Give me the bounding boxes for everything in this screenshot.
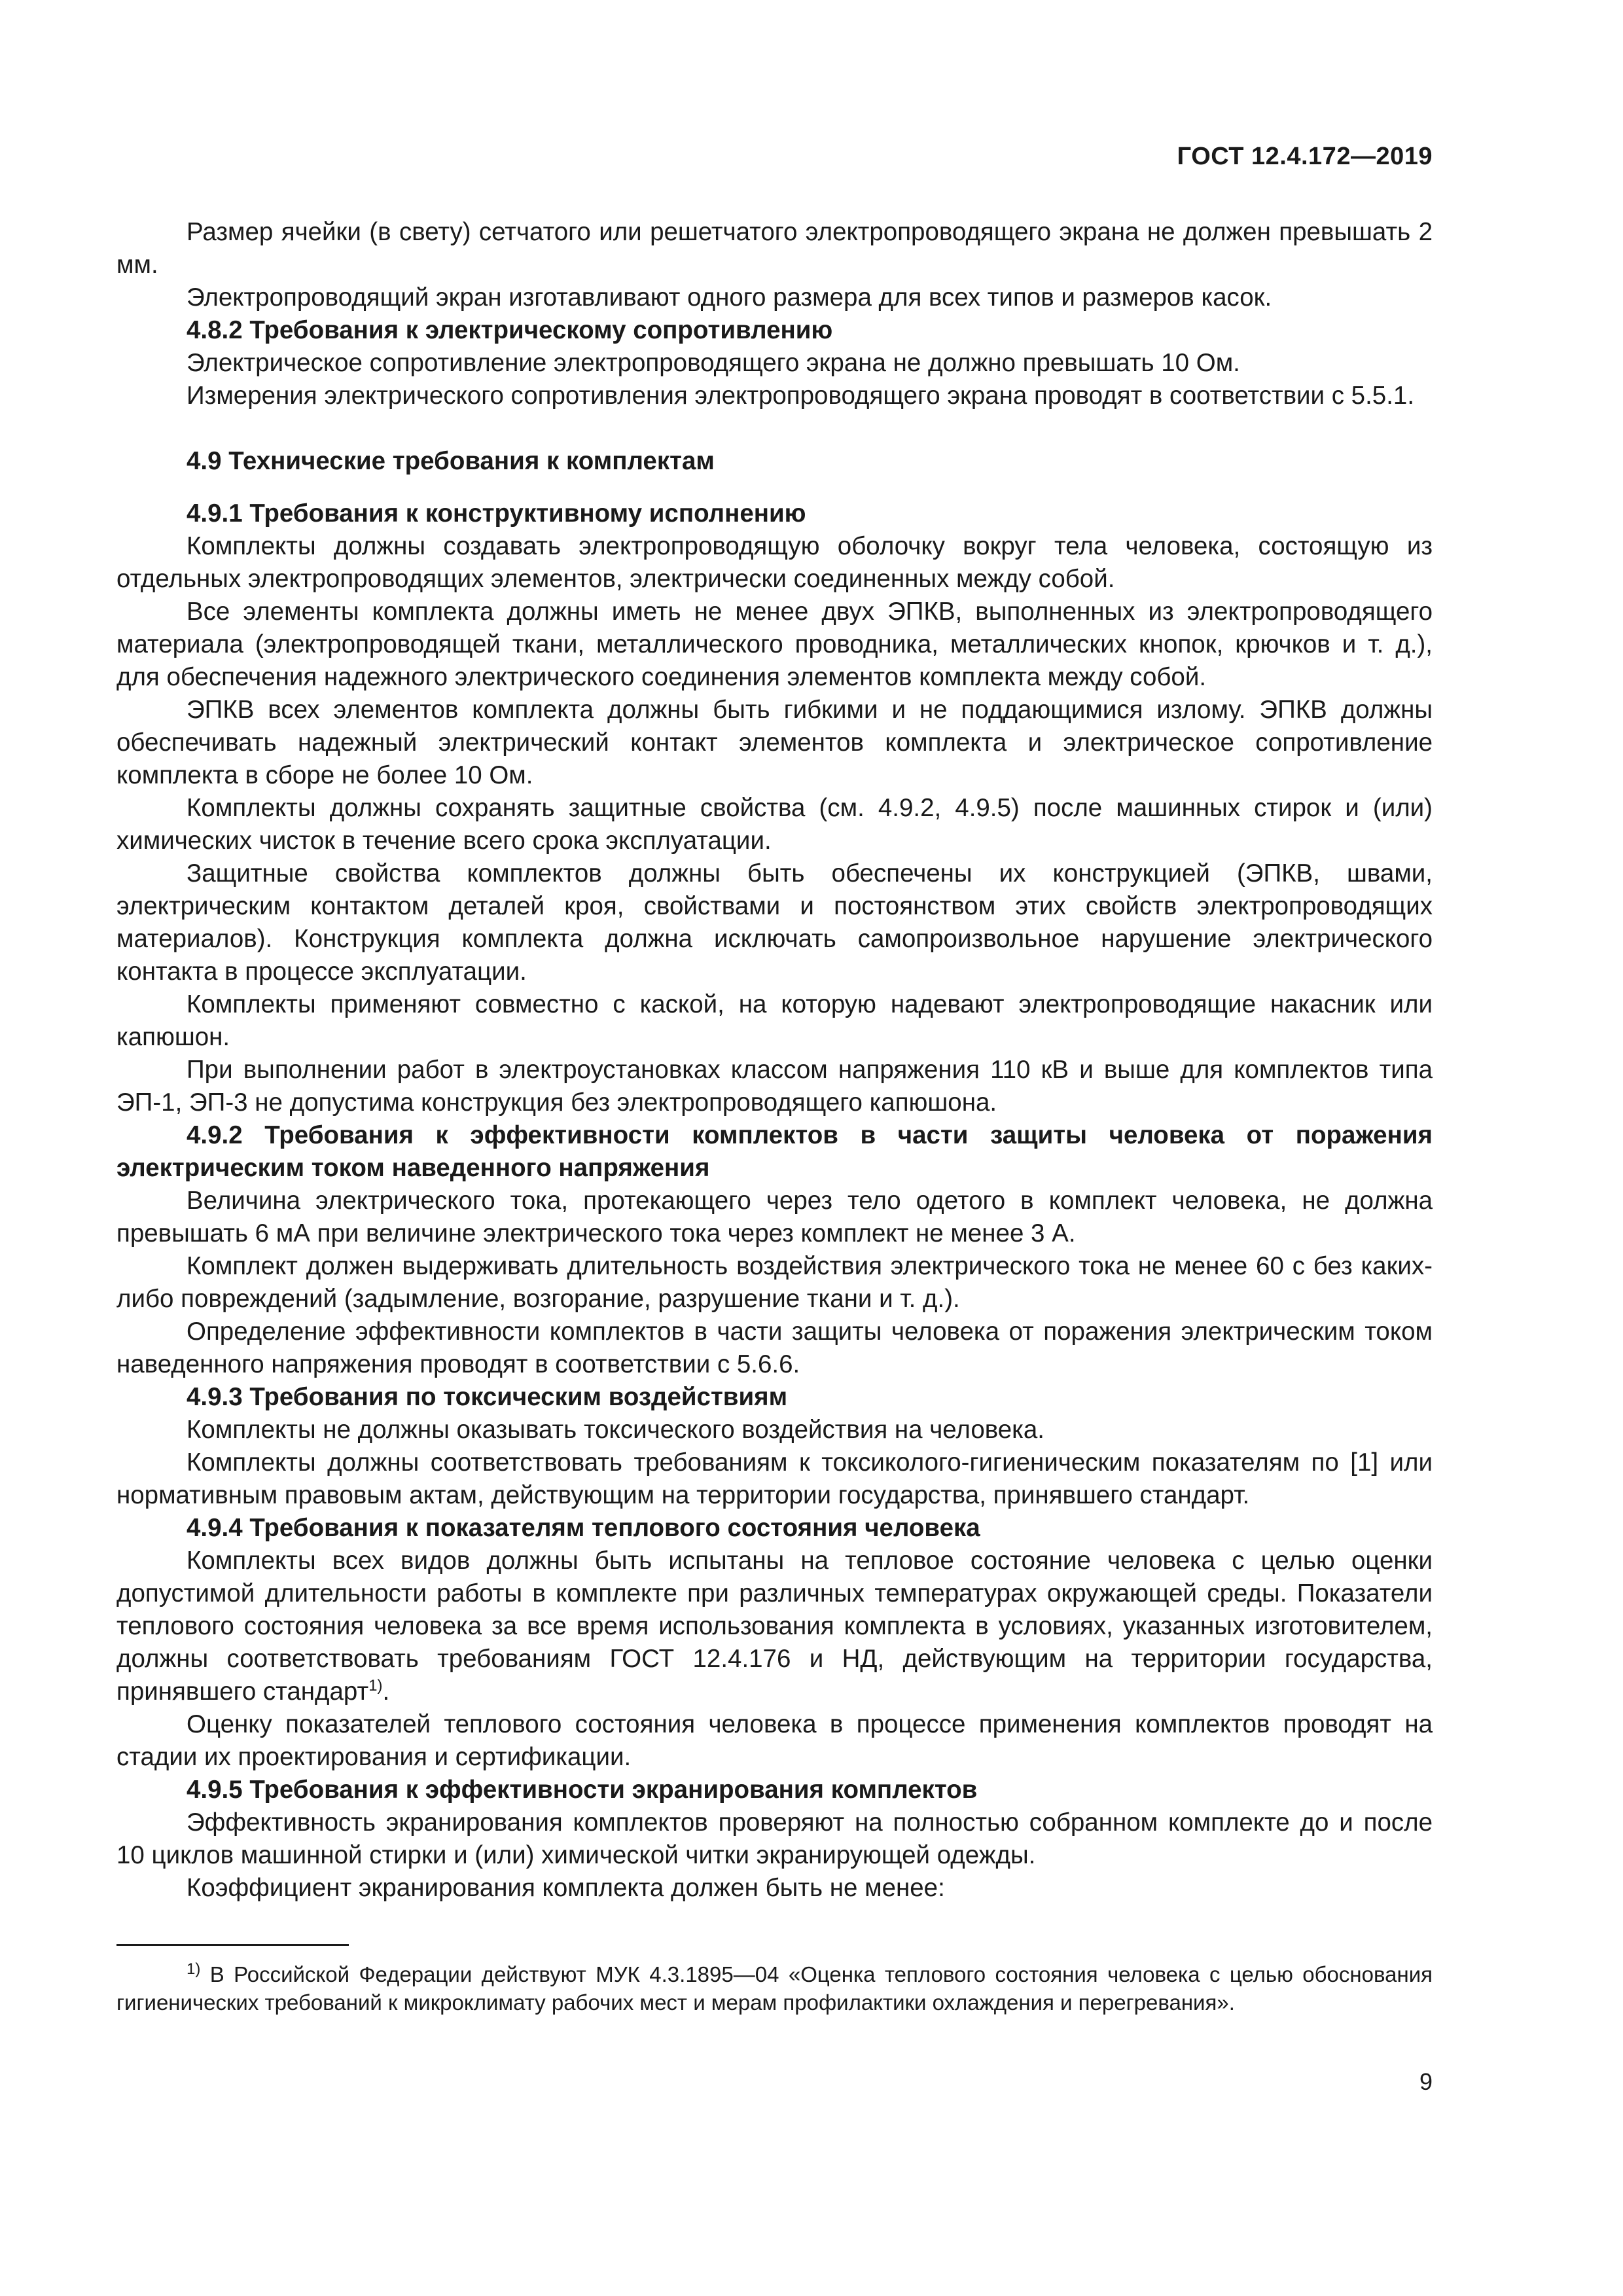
footnote-reference[interactable]: 1) <box>368 1677 383 1695</box>
paragraph: Эффективность экранирования комплектов проверяют на полностью собранном комплекте до и после 10 циклов машинной стирки и (или) химической читки экранирующей одежды. <box>116 1808 1433 1869</box>
footnote-text: В Российской Федерации действуют МУК 4.3.1895—04 «Оценка теплового состояния человека с целью обоснования гигиенических требований к микроклимату рабочих мест и мерам профилактики охлаждения и перегревания». <box>116 1962 1433 2015</box>
paragraph: Комплекты должны создавать электропроводящую оболочку вокруг тела человека, состоящую из отдельных электропроводящих элементов, электрически соединенных между собой. <box>116 532 1433 593</box>
paragraph: Защитные свойства комплектов должны быть обеспечены их конструкцией (ЭПКВ, швами, электрическим контактом деталей кроя, свойствами и постоянством этих свойств электропроводящих материалов). Конструкция комплекта должна исключать самопроизвольное нарушение электрического контакта в процессе эксплуатации. <box>116 859 1433 986</box>
document-body <box>116 216 1433 1905</box>
paragraph: Размер ячейки (в свету) сетчатого или решетчатого электропроводящего экрана не должен превышать 2 мм. <box>116 218 1433 279</box>
paragraph: Измерения электрического сопротивления электропроводящего экрана проводят в соответствии с 5.5.1. <box>187 382 1415 410</box>
paragraph: Определение эффективности комплектов в части защиты человека от поражения электрическим током наведенного напряжения проводят в соответствии с 5.6.6. <box>116 1318 1433 1378</box>
section-heading-4-9: 4.9 Технические требования к комплектам <box>187 447 715 475</box>
paragraph: Комплект должен выдерживать длительность воздействия электрического тока не менее 60 с без каких-либо повреждений (задымление, возгорание, разрушение ткани и т. д.). <box>116 1252 1433 1313</box>
subsection-heading-4-9-4: 4.9.4 Требования к показателям теплового состояния человека <box>187 1514 980 1542</box>
paragraph: Оценку показателей теплового состояния человека в процессе применения комплектов проводят на стадии их проектирования и сертификации. <box>116 1710 1433 1771</box>
paragraph: ЭПКВ всех элементов комплекта должны быть гибкими и не поддающимися излому. ЭПКВ должны обеспечивать надежный электрический контакт элементов комплекта и электрическое сопротивление комплекта в сборе не более 10 Ом. <box>116 696 1433 789</box>
paragraph: Комплекты не должны оказывать токсического воздействия на человека. <box>187 1416 1044 1444</box>
paragraph-end: . <box>382 1677 390 1706</box>
subsection-heading-4-9-2: 4.9.2 Требования к эффективности комплектов в части защиты человека от поражения электрическим током наведенного напряжения <box>116 1121 1433 1182</box>
footnote-marker: 1) <box>187 1960 201 1978</box>
paragraph: Все элементы комплекта должны иметь не менее двух ЭПКВ, выполненных из электропроводящего материала (электропроводящей ткани, металлического проводника, металлических кнопок, крючков и т. д.), для обеспечения надежного электрического соединения элементов комплекта между собой. <box>116 598 1433 691</box>
paragraph-text: Комплекты всех видов должны быть испытаны на тепловое состояние человека с целью оценки допустимой длительности работы в комплекте при различных температурах окружающей среды. Показатели теплового состояния человека за все время использования комплекта в условиях, указанных изготовителем, должны соответствовать требованиям ГОСТ 12.4.176 и НД, действующим на территории государства, принявшего стандарт <box>116 1547 1433 1706</box>
paragraph <box>116 1545 1433 1708</box>
subsection-heading-4-9-5: 4.9.5 Требования к эффективности экранирования комплектов <box>187 1776 978 1804</box>
paragraph: Электрическое сопротивление электропроводящего экрана не должно превышать 10 Ом. <box>187 349 1240 377</box>
paragraph: При выполнении работ в электроустановках классом напряжения 110 кВ и выше для комплектов типа ЭП-1, ЭП-3 не допустима конструкция без электропроводящего капюшона. <box>116 1056 1433 1117</box>
subsection-heading-4-8-2: 4.8.2 Требования к электрическому сопротивлению <box>187 316 833 344</box>
subsection-heading-4-9-1: 4.9.1 Требования к конструктивному исполнению <box>187 499 806 528</box>
paragraph: Комплекты должны сохранять защитные свойства (см. 4.9.2, 4.9.5) после машинных стирок и (или) химических чисток в течение всего срока эксплуатации. <box>116 794 1433 855</box>
footnote <box>116 1960 1433 2017</box>
paragraph: Комплекты применяют совместно с каской, на которую надевают электропроводящие накасник или капюшон. <box>116 990 1433 1051</box>
subsection-heading-4-9-3: 4.9.3 Требования по токсическим воздействиям <box>187 1383 788 1411</box>
page-number: 9 <box>1419 2068 1433 2095</box>
footnote-divider <box>116 1944 349 1946</box>
standard-header: ГОСТ 12.4.172—2019 <box>1177 143 1433 170</box>
paragraph: Величина электрического тока, протекающего через тело одетого в комплект человека, не должна превышать 6 мА при величине электрического тока через комплект не менее 3 А. <box>116 1187 1433 1247</box>
paragraph: Коэффициент экранирования комплекта должен быть не менее: <box>187 1874 945 1902</box>
paragraph: Комплекты должны соответствовать требованиям к токсиколого-гигиеническим показателям по [1] или нормативным правовым актам, действующим на территории государства, принявшего стандарт. <box>116 1448 1433 1509</box>
paragraph: Электропроводящий экран изготавливают одного размера для всех типов и размеров касок. <box>187 283 1272 312</box>
